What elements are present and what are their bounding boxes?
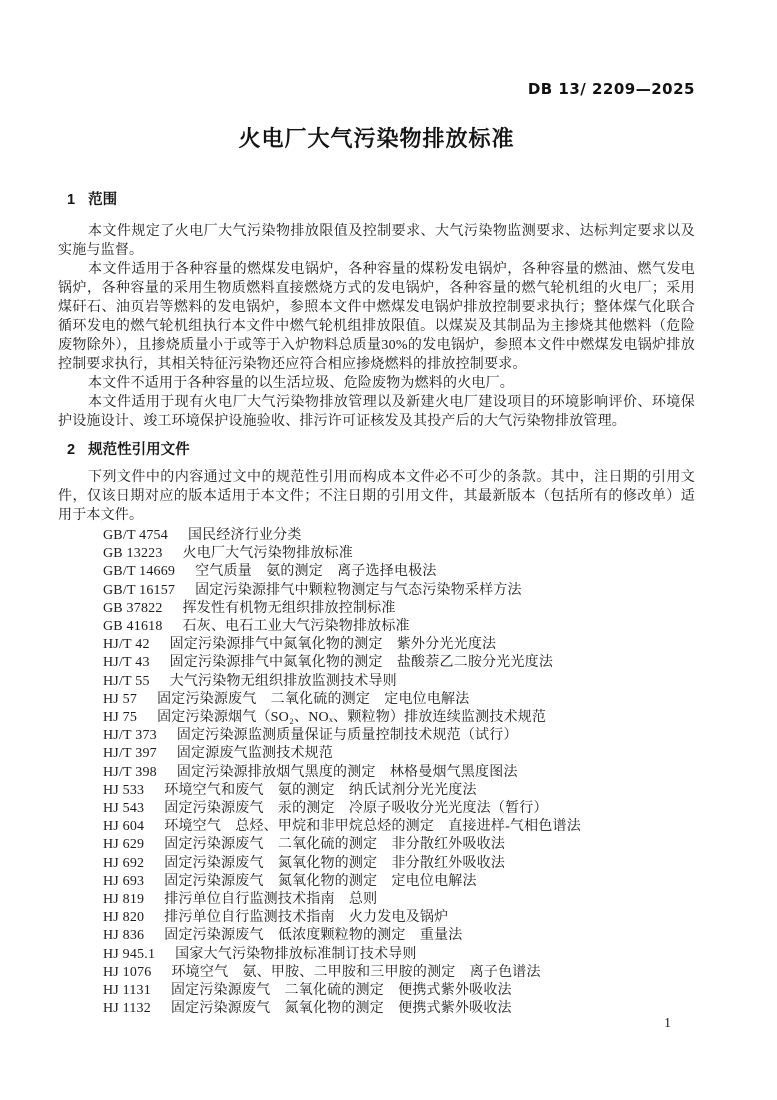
reference-item (103, 764, 695, 782)
reference-title: 环境空气和废气 氨的测定 纳氏试剂分光光度法 (164, 782, 477, 798)
reference-item (103, 946, 695, 964)
section-1-body (58, 222, 695, 431)
reference-item (103, 563, 695, 581)
section-2-heading (67, 440, 695, 460)
reference-item (103, 782, 695, 800)
reference-code: HJ 543 (103, 801, 145, 817)
reference-item (103, 727, 695, 745)
section-2-title: 规范性引用文件 (88, 442, 190, 458)
reference-title: 固定污染源监测质量保证与质量控制技术规范（试行） (176, 728, 518, 744)
reference-item (103, 527, 695, 545)
reference-code: GB/T 16157 (103, 582, 176, 598)
reference-item (103, 636, 695, 654)
section-1-number: 1 (67, 192, 76, 208)
reference-item (103, 545, 695, 563)
reference-item (103, 855, 695, 873)
reference-title: 固定污染源废气 氮氧化物的测定 定电位电解法 (164, 873, 477, 889)
reference-item (103, 818, 695, 836)
reference-code: HJ/T 373 (103, 728, 157, 744)
reference-code: GB/T 14669 (103, 564, 176, 580)
reference-title: 大气污染物无组织排放监测技术导则 (169, 673, 397, 689)
reference-code: HJ 1131 (103, 983, 151, 999)
reference-code: HJ/T 398 (103, 764, 157, 780)
reference-code: HJ/T 43 (103, 655, 150, 671)
reference-item (103, 673, 695, 691)
reference-code: HJ 692 (103, 855, 145, 871)
reference-code: HJ 75 (103, 710, 138, 726)
reference-title: 固定污染源排气中氮氧化物的测定 盐酸萘乙二胺分光光度法 (169, 655, 554, 671)
reference-code: GB 37822 (103, 600, 163, 616)
section-scope (58, 190, 695, 431)
reference-title: 排污单位自行监测技术指南 总则 (164, 892, 378, 908)
reference-item (103, 1000, 695, 1018)
reference-code: HJ/T 55 (103, 673, 150, 689)
reference-item (103, 691, 695, 709)
reference-title: 固定污染源废气 二氧化硫的测定 便携式紫外吸收法 (170, 983, 512, 999)
reference-title: 固定污染源排放烟气黑度的测定 林格曼烟气黑度图法 (176, 764, 518, 780)
reference-title: 固定污染源废气 氮氧化物的测定 便携式紫外吸收法 (170, 1001, 512, 1017)
reference-code: HJ 693 (103, 873, 145, 889)
reference-title: 国家大气污染物排放标准制订技术导则 (175, 946, 417, 962)
reference-code: HJ 836 (103, 928, 145, 944)
reference-item (103, 800, 695, 818)
reference-title: 固定污染源废气 二氧化硫的测定 非分散红外吸收法 (164, 837, 506, 853)
reference-code: HJ 57 (103, 691, 138, 707)
references-list (103, 527, 695, 1018)
reference-title: 固定污染源废气 低浓度颗粒物的测定 重量法 (164, 928, 463, 944)
reference-item (103, 982, 695, 1000)
document-title: 火电厂大气污染物排放标准 (238, 126, 515, 151)
reference-title: 固定污染源废气 汞的测定 冷原子吸收分光光度法（暂行） (164, 801, 548, 817)
reference-code: GB 41618 (103, 619, 163, 635)
reference-item (103, 909, 695, 927)
reference-code: HJ 820 (103, 910, 145, 926)
reference-code: HJ 1132 (103, 1001, 151, 1017)
reference-title: 火电厂大气污染物排放标准 (182, 546, 353, 562)
paragraph: 本文件适用于现有火电厂大气污染物排放管理以及新建火电厂建设项目的环境影响评价、环境保护设施设计、竣工环境保护设施验收、排污许可证核发及其投产后的大气污染物排放管理。 (58, 395, 695, 429)
reference-code: HJ 1076 (103, 964, 152, 980)
reference-title: 环境空气 总烃、甲烷和非甲烷总烃的测定 直接进样-气相色谱法 (164, 819, 581, 835)
reference-code: HJ/T 42 (103, 637, 150, 653)
reference-title: 固定源废气监测技术规范 (176, 746, 334, 762)
reference-title: 环境空气 氨、甲胺、二甲胺和三甲胺的测定 离子色谱法 (171, 964, 541, 980)
reference-item (103, 927, 695, 945)
reference-item (103, 600, 695, 618)
section-2-intro (58, 468, 695, 525)
section-normative-references (58, 440, 695, 1018)
paragraph: 本文件不适用于各种容量的以生活垃圾、危险废物为燃料的火电厂。 (88, 376, 514, 391)
reference-item (103, 582, 695, 600)
reference-item (103, 709, 695, 727)
reference-item (103, 891, 695, 909)
reference-title: 挥发性有机物无组织排放控制标准 (182, 600, 396, 616)
page-number: 1 (664, 1016, 671, 1031)
reference-title: 石灰、电石工业大气污染物排放标准 (182, 619, 410, 635)
reference-item (103, 654, 695, 672)
document-code: DB 13/ 2209—2025 (527, 80, 695, 98)
reference-item (103, 964, 695, 982)
reference-item (103, 618, 695, 636)
reference-title: 固定污染源排气中颗粒物测定与气态污染物采样方法 (195, 582, 522, 598)
reference-title: 固定污染源排气中氮氧化物的测定 紫外分光光度法 (169, 637, 497, 653)
reference-title: 固定污染源废气 二氧化硫的测定 定电位电解法 (157, 691, 470, 707)
section-1-title: 范围 (88, 192, 118, 208)
reference-code: HJ/T 397 (103, 746, 157, 762)
reference-code: GB 13223 (103, 546, 163, 562)
reference-title: 国民经济行业分类 (187, 528, 302, 543)
reference-code: HJ 604 (103, 819, 145, 835)
reference-title: 空气质量 氨的测定 离子选择电极法 (195, 564, 437, 580)
reference-code: HJ 819 (103, 892, 145, 908)
reference-code: HJ 629 (103, 837, 145, 853)
reference-item (103, 836, 695, 854)
reference-code: HJ 945.1 (103, 946, 156, 962)
section-2-number: 2 (67, 442, 76, 458)
reference-title: 固定污染源烟气（SO₂、NOₓ、颗粒物）排放连续监测技术规范 (157, 710, 547, 726)
reference-title: 排污单位自行监测技术指南 火力发电及锅炉 (164, 910, 449, 926)
paragraph: 本文件适用于各种容量的燃煤发电锅炉，各种容量的煤粉发电锅炉，各种容量的燃油、燃气发电锅炉，各种容量的采用生物质燃料直接燃烧方式的发电锅炉，各种容量的燃气轮机组的火电厂；采用煤矸石、油页岩等燃料的发电锅炉，参照本文件中燃煤发电锅炉排放控制要求执行；整体煤气化联合循环发电的燃气轮机组执行本文件中燃气轮机组排放限值。以煤炭及其制品为主掺烧其他燃料（危险废物除外），且掺烧质量小于或等于入炉物料总质量30%的发电锅炉，参照本文件中燃煤发电锅炉排放控制要求执行，其相关特征污染物还应符合相应掺烧燃料的排放控制要求。 (58, 262, 695, 372)
reference-code: HJ 533 (103, 782, 145, 798)
section-1-heading (67, 190, 695, 210)
paragraph: 下列文件中的内容通过文中的规范性引用而构成本文件必不可少的条款。其中，注日期的引用文件，仅该日期对应的版本适用于本文件；不注日期的引用文件，其最新版本（包括所有的修改单）适用于本文件。 (58, 470, 695, 523)
reference-title: 固定污染源废气 氮氧化物的测定 非分散红外吸收法 (164, 855, 506, 871)
reference-code: GB/T 4754 (103, 528, 168, 543)
reference-item (103, 745, 695, 763)
reference-item (103, 873, 695, 891)
paragraph: 本文件规定了火电厂大气污染物排放限值及控制要求、大气污染物监测要求、达标判定要求以及实施与监督。 (58, 224, 695, 258)
